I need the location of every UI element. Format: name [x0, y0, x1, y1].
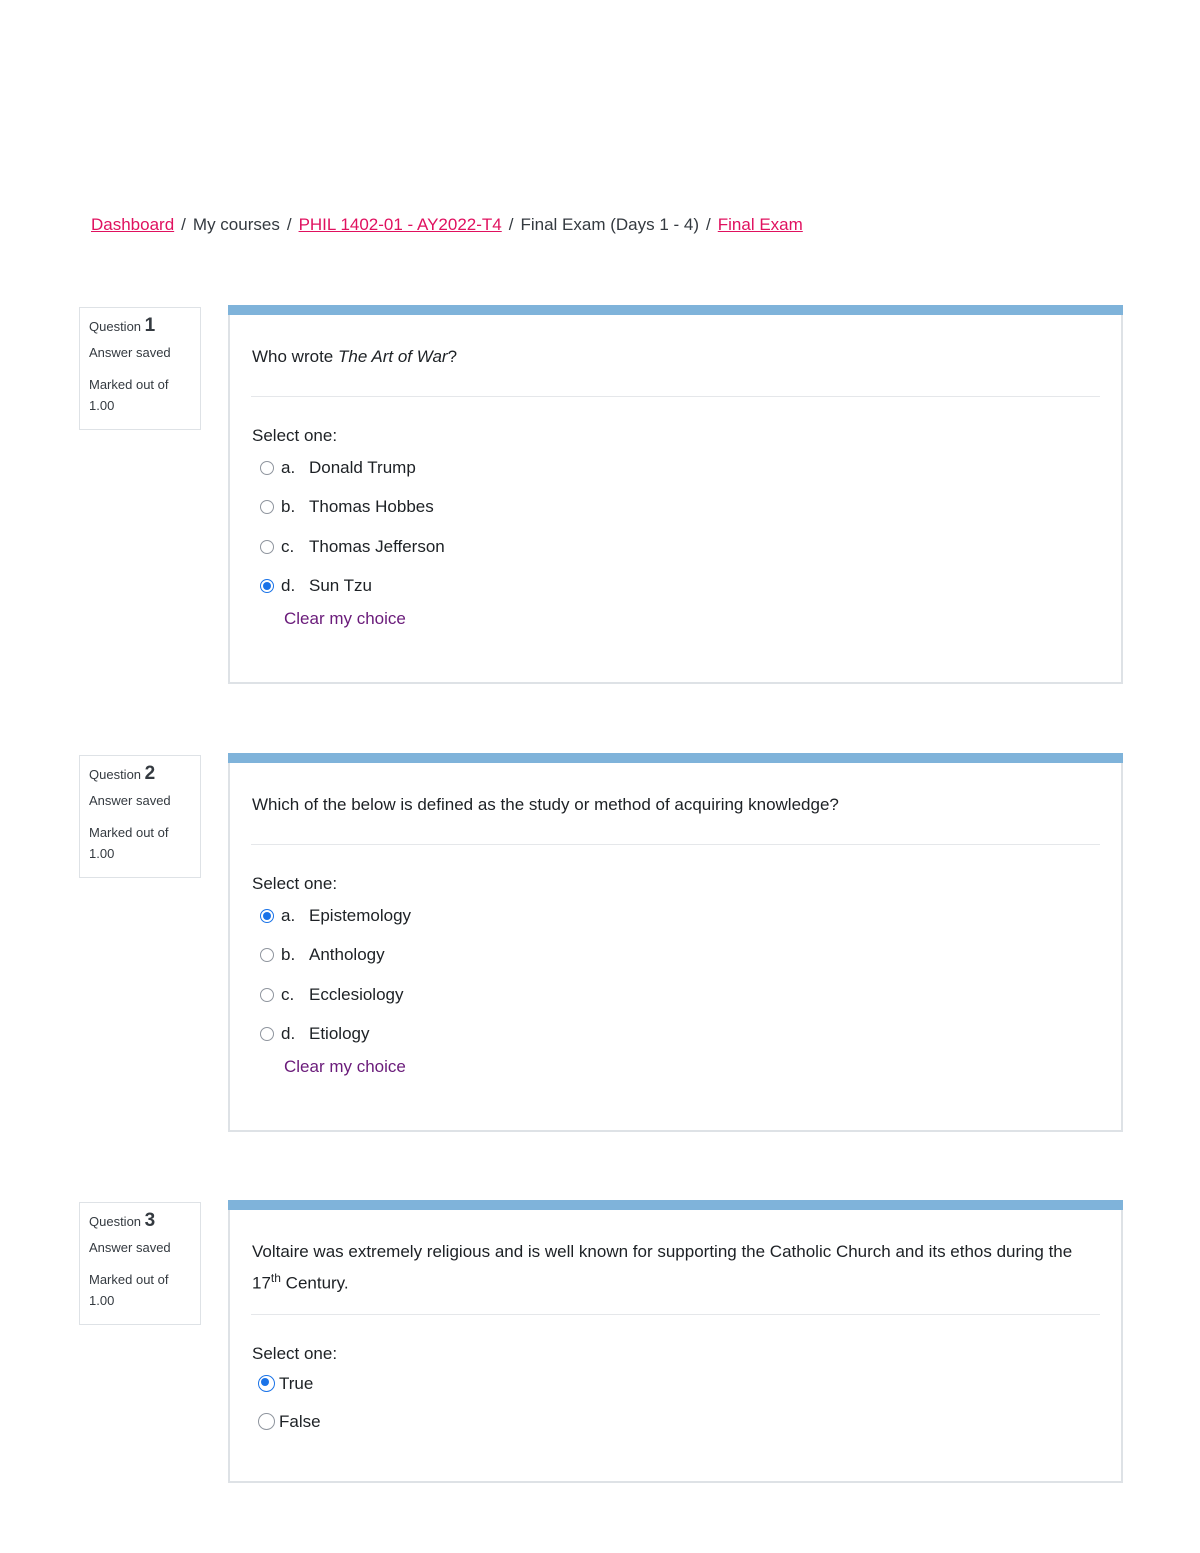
divider — [251, 1314, 1100, 1315]
radio-button[interactable] — [260, 579, 274, 593]
question-1-info — [79, 307, 201, 430]
question-1-card — [228, 305, 1123, 684]
question-accent-bar — [228, 1200, 1123, 1210]
question-accent-bar — [228, 753, 1123, 763]
question-number: Question 3 — [89, 1210, 156, 1231]
question-text: Who wrote The Art of War? — [252, 347, 458, 366]
select-one-prompt: Select one: — [252, 874, 338, 893]
radio-button[interactable] — [260, 909, 274, 923]
option-true[interactable]: True — [258, 1365, 1121, 1403]
divider — [251, 396, 1100, 397]
radio-button[interactable] — [260, 1027, 274, 1041]
question-grade: Marked out of 1.00 — [89, 825, 169, 861]
answer-options — [230, 896, 1121, 1054]
question-2-card — [228, 753, 1123, 1132]
question-text: Which of the below is defined as the study or method of acquiring knowledge? — [252, 795, 839, 814]
option-a[interactable]: a. Donald Trump — [260, 448, 1121, 488]
radio-button[interactable] — [260, 461, 274, 475]
question-state: Answer saved — [89, 1240, 171, 1255]
divider — [251, 844, 1100, 845]
breadcrumb-dashboard-link[interactable]: Dashboard — [91, 215, 175, 234]
answer-options — [230, 448, 1121, 606]
breadcrumb-separator: / — [706, 215, 711, 234]
question-grade: Marked out of 1.00 — [89, 1272, 169, 1308]
option-a[interactable]: a. Epistemology — [260, 896, 1121, 936]
breadcrumb — [91, 214, 803, 236]
breadcrumb-my-courses: My courses — [192, 215, 280, 234]
select-one-prompt: Select one: — [252, 426, 338, 445]
radio-button[interactable] — [260, 500, 274, 514]
clear-my-choice-link[interactable]: Clear my choice — [284, 1057, 406, 1076]
option-false[interactable]: False — [258, 1403, 1121, 1441]
question-text: Voltaire was extremely religious and is well known for supporting the Catholic Church and its ethos during the 17th Century. — [252, 1242, 1073, 1293]
radio-button[interactable] — [258, 1413, 275, 1430]
option-d[interactable]: d. Etiology — [260, 1015, 1121, 1055]
radio-button[interactable] — [260, 540, 274, 554]
option-c[interactable]: c. Thomas Jefferson — [260, 527, 1121, 567]
question-2-info — [79, 755, 201, 878]
question-3-card — [228, 1200, 1123, 1483]
breadcrumb-separator: / — [286, 215, 292, 234]
clear-my-choice-link[interactable]: Clear my choice — [284, 609, 406, 628]
select-one-prompt: Select one: — [252, 1343, 338, 1363]
option-c[interactable]: c. Ecclesiology — [260, 975, 1121, 1015]
radio-button[interactable] — [258, 1375, 275, 1392]
option-b[interactable]: b. Anthology — [260, 936, 1121, 976]
question-accent-bar — [228, 305, 1123, 315]
question-grade: Marked out of 1.00 — [89, 377, 169, 413]
answer-options — [230, 1365, 1121, 1441]
breadcrumb-section: Final Exam (Days 1 - 4) — [520, 215, 700, 234]
question-number: Question 1 — [89, 315, 156, 336]
breadcrumb-separator: / — [181, 215, 186, 234]
question-number: Question 2 — [89, 763, 156, 784]
breadcrumb-course-link[interactable]: PHIL 1402-01 - AY2022-T4 — [298, 215, 502, 234]
question-state: Answer saved — [89, 793, 171, 808]
breadcrumb-separator: / — [508, 215, 514, 234]
option-d[interactable]: d. Sun Tzu — [260, 567, 1121, 607]
question-state: Answer saved — [89, 345, 171, 360]
radio-button[interactable] — [260, 988, 274, 1002]
option-b[interactable]: b. Thomas Hobbes — [260, 488, 1121, 528]
breadcrumb-final-exam-link[interactable]: Final Exam — [717, 215, 803, 234]
question-3-info — [79, 1202, 201, 1325]
radio-button[interactable] — [260, 948, 274, 962]
